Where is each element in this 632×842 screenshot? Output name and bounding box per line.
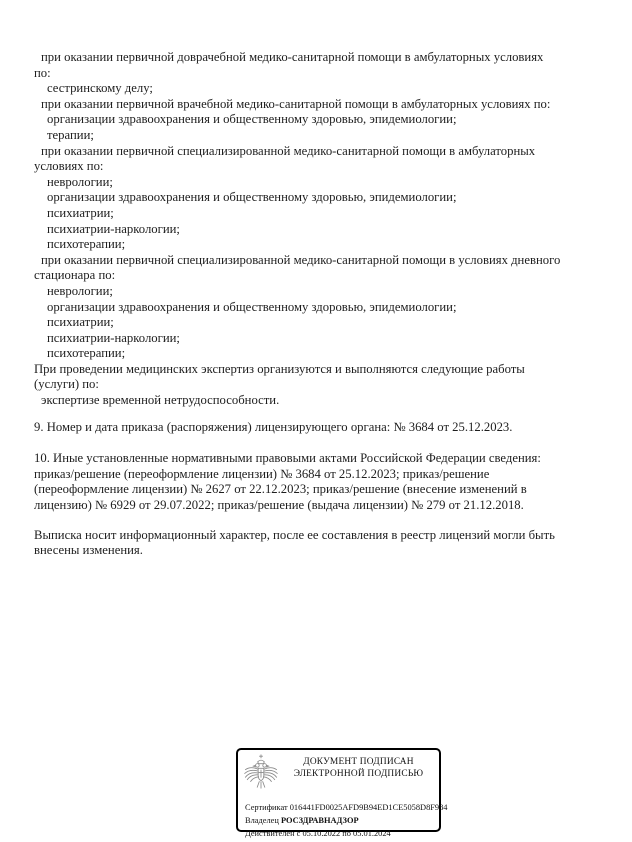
text-line: организации здравоохранения и общественному здоровью, эпидемиологии; [47, 112, 457, 127]
text-line: психиатрии-наркологии; [47, 221, 180, 236]
stamp-title-line2: ЭЛЕКТРОННОЙ ПОДПИСЬЮ [293, 768, 424, 779]
text-line: при оказании первичной врачебной медико-санитарной помощи в амбулаторных условиях по: [41, 96, 551, 111]
stamp-header [243, 754, 434, 797]
text-line: стационара по: [34, 268, 116, 283]
text-line: При проведении медицинских экспертиз организуются и выполняются следующие работы [34, 361, 525, 376]
text-line: внесены изменения. [34, 543, 143, 558]
stamp-title-line1: ДОКУМЕНТ ПОДПИСАН [303, 757, 414, 767]
text-line: 9. Номер и дата приказа (распоряжения) лицензирующего органа: № 3684 от 25.12.2023. [34, 419, 513, 434]
text-line: (переоформление лицензии) № 2627 от 22.12.2023; приказ/решение (внесение изменений в [34, 482, 527, 497]
text-line: терапии; [47, 127, 94, 142]
electronic-signature-stamp [236, 748, 448, 838]
text-line: при оказании первичной специализированной медико-санитарной помощи в условиях дневного [41, 252, 561, 267]
certificate-row [245, 801, 448, 814]
stamp-title [283, 754, 434, 780]
text-line: по: [34, 65, 51, 80]
text-line: лицензию) № 6929 от 29.07.2022; приказ/решение (выдача лицензии) № 279 от 21.12.2018. [34, 498, 524, 513]
stamp-info [243, 801, 448, 840]
owner-value: РОСЗДРАВНАДЗОР [280, 816, 359, 825]
text-line: при оказании первичной специализированной медико-санитарной помощи в амбулаторных [41, 143, 536, 158]
text-line: сестринскому делу; [47, 81, 153, 96]
text-line: 10. Иные установленные нормативными правовыми актами Российской Федерации сведения: [34, 451, 541, 466]
text-line: (услуги) по: [34, 377, 99, 392]
text-line: психотерапии; [47, 346, 126, 361]
text-line: психотерапии; [47, 237, 126, 252]
text-line: психиатрии; [47, 205, 114, 220]
text-line: организации здравоохранения и общественному здоровью, эпидемиологии; [47, 299, 457, 314]
text-line: экспертизе временной нетрудоспособности. [41, 393, 280, 408]
text-line: неврологии; [47, 283, 113, 298]
certificate-value: 016441FD0025AFD9B94ED1CE5058D8F984 [289, 803, 448, 812]
text-line: психиатрии; [47, 315, 114, 330]
text-line: психиатрии-наркологии; [47, 330, 180, 345]
text-line: условиях по: [34, 159, 104, 174]
double-headed-eagle-icon [243, 754, 279, 797]
text-line: Выписка носит информационный характер, после ее составления в реестр лицензий могли быть [34, 527, 555, 542]
text-line: организации здравоохранения и общественному здоровью, эпидемиологии; [47, 190, 457, 205]
owner-row [245, 814, 434, 827]
text-line: приказ/решение (переоформление лицензии) № 3684 от 25.12.2023; приказ/решение [34, 466, 490, 481]
text-line: при оказании первичной доврачебной медико-санитарной помощи в амбулаторных условиях [41, 50, 544, 64]
text-line: неврологии; [47, 174, 113, 189]
validity-row: Действителен с 05.10.2022 по 05.01.2024 [245, 829, 391, 838]
certificate-label: Сертификат [245, 803, 288, 812]
owner-label: Владелец [245, 816, 279, 825]
